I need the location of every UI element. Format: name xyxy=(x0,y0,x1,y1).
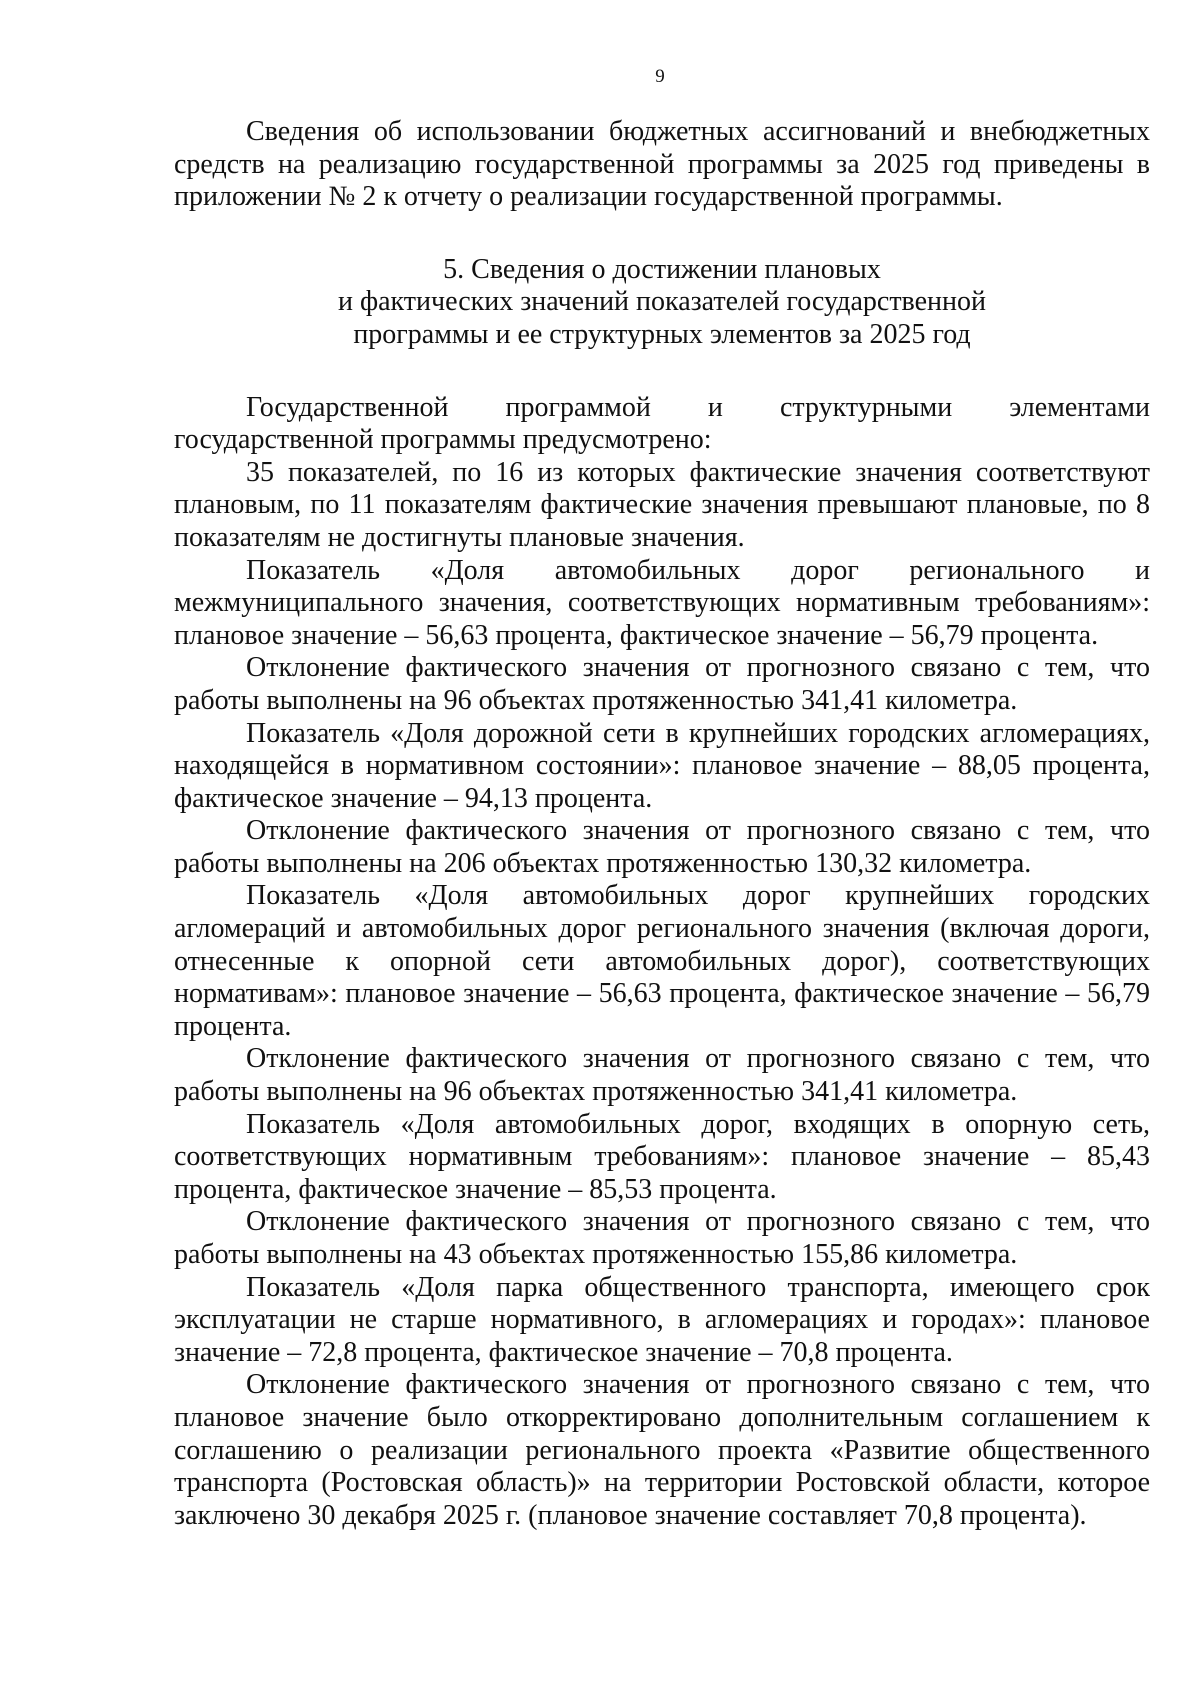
document-body xyxy=(174,116,1150,1532)
deviation-paragraph: Отклонение фактического значения от прогнозного связано с тем, что работы выполнены на 96 объектах протяженностью 341,41 километра. xyxy=(174,1043,1150,1108)
intro-paragraph: Сведения об использовании бюджетных ассигнований и внебюджетных средств на реализацию государственной программы за 2025 год приведены в приложении № 2 к отчету о реализации государственной программы. xyxy=(174,116,1150,213)
deviation-paragraph: Отклонение фактического значения от прогнозного связано с тем, что работы выполнены на 43 объектах протяженностью 155,86 километра. xyxy=(174,1206,1150,1270)
indicator-paragraph: Показатель «Доля дорожной сети в крупнейших городских агломерациях, находящейся в нормативном состоянии»: плановое значение – 88,05 процента, фактическое значение – 94,13 процента. xyxy=(174,717,1150,814)
page-number: 9 xyxy=(655,66,665,87)
indicator-paragraph: Показатель «Доля парка общественного транспорта, имеющего срок эксплуатации не старше нормативного, в агломерациях и городах»: плановое значение – 72,8 процента, фактическое значение – 70,8 процента. xyxy=(174,1271,1150,1368)
indicator-paragraph: Показатель «Доля автомобильных дорог крупнейших городских агломераций и автомобильных дорог регионального значения (включая дороги, отнесенные к опорной сети автомобильных дорог), соответствующих нормативам»: плановое значение – 56,63 процента, фактическое значение – 56,79 процента. xyxy=(174,880,1150,1042)
deviation-paragraph: Отклонение фактического значения от прогнозного связано с тем, что работы выполнены на 96 объектах протяженностью 341,41 километра. xyxy=(174,652,1150,716)
body-paragraph: Государственной программой и структурными элементами государственной программы предусмотрено: xyxy=(174,391,1150,456)
indicator-paragraph: Показатель «Доля автомобильных дорог, входящих в опорную сеть, соответствующих нормативным требованиям»: плановое значение – 85,43 процента, фактическое значение – 85,53 процента. xyxy=(174,1108,1150,1205)
section-heading xyxy=(174,254,1150,352)
section-heading-line-2: и фактических значений показателей государственной xyxy=(337,286,986,318)
deviation-paragraph: Отклонение фактического значения от прогнозного связано с тем, что работы выполнены на 206 объектах протяженностью 130,32 километра. xyxy=(174,815,1150,879)
body-paragraph: 35 показателей, по 16 из которых фактические значения соответствуют плановым, по 11 показателям фактические значения превышают плановые, по 8 показателям не достигнуты плановые значения. xyxy=(174,456,1150,553)
deviation-paragraph: Отклонение фактического значения от прогнозного связано с тем, что плановое значение было откорректировано дополнительным соглашением к соглашению о реализации регионального проекта «Развитие общественного транспорта (Ростовская область)» на территории Ростовской области, которое заключено 30 декабря 2025 г. (плановое значение составляет 70,8 процента). xyxy=(174,1369,1150,1531)
section-heading-line-3: программы и ее структурных элементов за 2025 год xyxy=(353,318,971,350)
indicator-paragraph: Показатель «Доля автомобильных дорог регионального и межмуниципального значения, соответствующих нормативным требованиям»: плановое значение – 56,63 процента, фактическое значение – 56,79 процента. xyxy=(174,554,1150,651)
section-heading-line-1: 5. Сведения о достижении плановых xyxy=(443,253,881,285)
